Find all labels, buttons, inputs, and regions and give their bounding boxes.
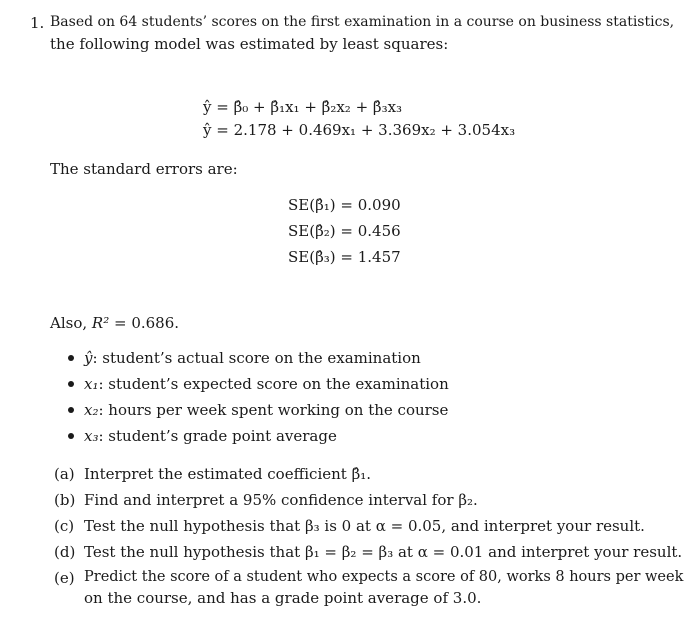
model-estimated-equation: ŷ = 2.178 + 0.469x₁ + 3.369x₂ + 3.054x₃ (203, 121, 516, 139)
problem-number: 1. (30, 14, 45, 32)
part-text: Find and interpret a 95% confidence interval for β₂. (84, 491, 478, 509)
standard-errors-intro: The standard errors are: (50, 160, 238, 178)
se-beta3: SE(β̂₃) = 1.457 (288, 248, 401, 266)
variable-item-y: ŷ: student’s actual score on the examination (84, 349, 421, 367)
part-text: Interpret the estimated coefficient β̂₁. (84, 465, 372, 483)
part-label: (b) (54, 491, 76, 509)
r-squared: Also, R² = 0.686. (50, 314, 180, 332)
part-text: Test the null hypothesis that β₁ = β₂ = β₃ at α = 0.01 and interpret your result. (84, 543, 683, 561)
part-text-continued: on the course, and has a grade point average of 3.0. (84, 589, 482, 607)
intro-line-2: the following model was estimated by least squares: (50, 35, 449, 53)
se-beta1: SE(β̂₁) = 0.090 (288, 196, 401, 214)
part-label: (e) (54, 569, 75, 587)
bullet-icon (68, 433, 74, 439)
variable-item-x2: x₂: hours per week spent working on the course (84, 401, 449, 419)
part-label: (c) (54, 517, 75, 535)
bullet-icon (68, 381, 74, 387)
part-text: Predict the score of a student who expects a score of 80, works 8 hours per week (84, 569, 684, 585)
variable-item-x1: x₁: student’s expected score on the examination (84, 375, 449, 393)
se-beta2: SE(β̂₂) = 0.456 (288, 222, 401, 240)
part-label: (d) (54, 543, 76, 561)
model-general-equation: ŷ = β̂₀ + β̂₁x₁ + β̂₂x₂ + β̂₃x₃ (203, 98, 403, 116)
bullet-icon (68, 355, 74, 361)
part-text: Test the null hypothesis that β₃ is 0 at α = 0.05, and interpret your result. (84, 517, 645, 535)
variable-item-x3: x₃: student’s grade point average (84, 427, 337, 445)
intro-line-1: Based on 64 students’ scores on the first examination in a course on business statistics, (50, 14, 675, 30)
part-label: (a) (54, 465, 75, 483)
bullet-icon (68, 407, 74, 413)
